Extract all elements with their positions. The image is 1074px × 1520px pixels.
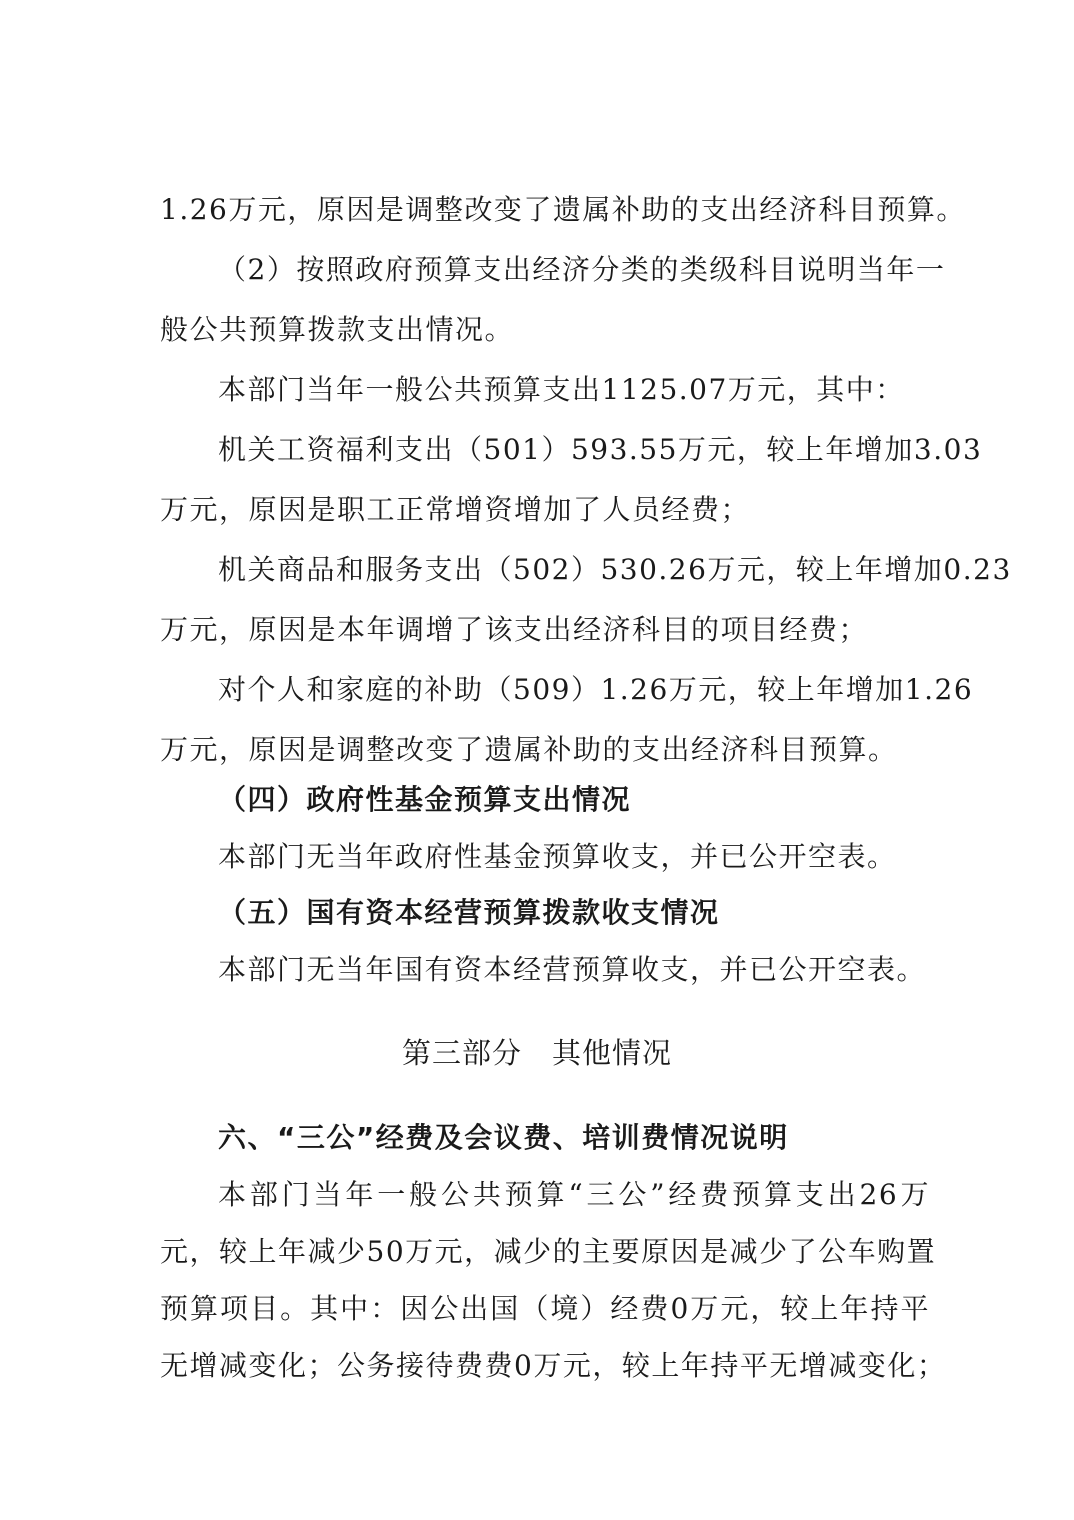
section-heading: 六、“三公”经费及会议费、培训费情况说明 [218, 1121, 789, 1154]
section-heading: （四）政府性基金预算支出情况 [218, 783, 632, 816]
part-title: 第三部分 其他情况 [401, 1036, 672, 1070]
paragraph-line: 本部门无当年国有资本经营预算收支，并已公开空表。 [218, 953, 927, 986]
paragraph-line: 对个人和家庭的补助（509）1.26万元，较上年增加1.26 [218, 673, 974, 706]
paragraph-line: 元，较上年减少50万元，减少的主要原因是减少了公车购置 [160, 1235, 937, 1268]
paragraph-line: 般公共预算拨款支出情况。 [160, 313, 515, 346]
paragraph-line: 万元，原因是本年调增了该支出经济科目的项目经费； [160, 613, 869, 646]
paragraph-line: 预算项目。其中：因公出国（境）经费0万元，较上年持平 [160, 1292, 930, 1325]
paragraph-line: 万元，原因是职工正常增资增加了人员经费； [160, 493, 751, 526]
paragraph-line: 万元，原因是调整改变了遗属补助的支出经济科目预算。 [160, 733, 898, 766]
paragraph-line: 本部门无当年政府性基金预算收支，并已公开空表。 [218, 840, 897, 873]
paragraph-line: 机关商品和服务支出（502）530.26万元，较上年增加0.23 [218, 553, 1012, 586]
paragraph-line: 本部门当年一般公共预算“三公”经费预算支出26万 [218, 1178, 930, 1211]
paragraph-line: 1.26万元，原因是调整改变了遗属补助的支出经济科目预算。 [160, 193, 966, 226]
section-heading: （五）国有资本经营预算拨款收支情况 [218, 896, 720, 929]
paragraph-line: （2）按照政府预算支出经济分类的类级科目说明当年一 [218, 253, 946, 286]
paragraph-line: 机关工资福利支出（501）593.55万元，较上年增加3.03 [218, 433, 983, 466]
paragraph-line: 本部门当年一般公共预算支出1125.07万元，其中： [218, 373, 905, 406]
paragraph-line: 无增减变化；公务接待费费0万元，较上年持平无增减变化； [160, 1349, 947, 1382]
